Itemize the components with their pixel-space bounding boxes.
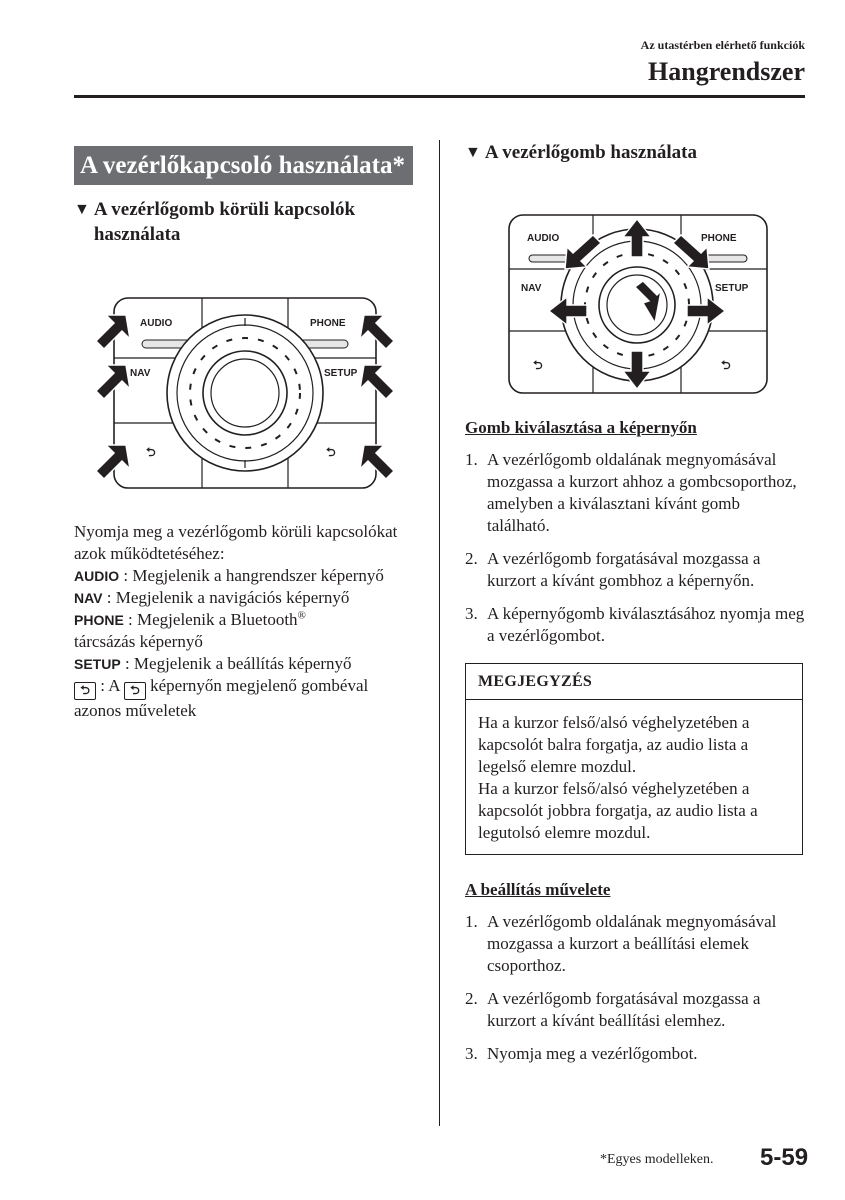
audio-line (74, 565, 414, 587)
knob-phone-label: PHONE (701, 233, 737, 244)
illus-back-left: ⮌ (146, 445, 156, 459)
note-box (465, 663, 803, 855)
setting-steps (465, 911, 805, 1065)
header-rule (74, 95, 805, 98)
left-column (74, 146, 414, 722)
setting-section (465, 879, 805, 1065)
illus-phone-label: PHONE (310, 318, 346, 329)
registered-mark: ® (297, 609, 306, 622)
column-divider (439, 140, 440, 1126)
illus-nav-label: NAV (130, 368, 151, 379)
back-desc-b: képernyőn megjelenő gombéval azonos műveletek (74, 676, 369, 720)
commander-knob-illustration (505, 211, 775, 397)
illus-back-right: ⮌ (326, 445, 336, 459)
knob-nav-label: NAV (521, 283, 542, 294)
back-desc-a: : A (100, 676, 120, 695)
note-body (466, 700, 802, 854)
phone-desc: : Megjelenik a Bluetooth (128, 610, 298, 629)
illus-setup-label: SETUP (324, 368, 358, 379)
section-title: A vezérlőkapcsoló használata* (74, 146, 413, 185)
triangle-down-icon: ▼ (74, 201, 90, 218)
header-title: Hangrendszer (648, 57, 805, 86)
left-body (74, 521, 414, 722)
list-item: 3. A képernyőgomb kiválasztásához nyomja meg a vezérlőgombot. (465, 604, 805, 645)
back-line (74, 675, 414, 722)
list-item: 1. A vezérlőgomb oldalának megnyomásával mozgassa a kurzort ahhoz a gombcsoporthoz, amelyben a kiválasztani kívánt gomb található. (465, 450, 797, 535)
back-icon: ⮌ (74, 682, 96, 700)
screen-select-section (465, 417, 805, 647)
footer-note: *Egyes modelleken. (600, 1152, 714, 1167)
setting-heading: A beállítás művelete (465, 880, 611, 899)
screen-select-steps (465, 449, 805, 647)
header-subtitle: Az utastérben elérhető funkciók (640, 38, 805, 52)
note-paragraph-2: Ha a kurzor felső/alsó véghelyzetében a kapcsolót jobbra forgatja, az audio lista a legutolsó elemre mozdul. (478, 779, 758, 842)
commander-knob-svg (505, 211, 775, 397)
knob-setup-label: SETUP (715, 283, 749, 294)
right-subhead (465, 140, 805, 165)
nav-key: NAV (74, 590, 103, 606)
commander-surround-illustration (74, 293, 414, 503)
setup-line (74, 653, 414, 675)
list-item: 3. Nyomja meg a vezérlőgombot. (465, 1044, 698, 1063)
list-item: 2. A vezérlőgomb forgatásával mozgassa a kurzort a kívánt gombhoz a képernyőn. (465, 549, 761, 590)
page-number: 5-59 (760, 1144, 809, 1171)
phone-line (74, 609, 414, 631)
left-subhead (74, 197, 414, 247)
knob-back-right: ⮌ (721, 358, 731, 372)
nav-desc: : Megjelenik a navigációs képernyő (106, 588, 350, 607)
phone-desc-2: tárcsázás képernyő (74, 632, 203, 651)
right-column (465, 140, 805, 1076)
intro-text: Nyomja meg a vezérlőgomb körüli kapcsolókat azok működtetéséhez: (74, 522, 398, 563)
note-title: MEGJEGYZÉS (466, 664, 802, 700)
note-paragraph-1: Ha a kurzor felső/alsó véghelyzetében a kapcsolót balra forgatja, az audio lista a legelső elemre mozdul. (478, 713, 750, 776)
commander-surround-svg (74, 293, 414, 503)
knob-audio-label: AUDIO (527, 233, 560, 244)
left-subhead-text: A vezérlőgomb körüli kapcsolók használata (93, 199, 356, 245)
list-item: 1. A vezérlőgomb oldalának megnyomásával mozgassa a kurzort a beállítási elemek csoporthoz. (465, 912, 777, 975)
audio-key: AUDIO (74, 568, 120, 584)
illus-audio-label: AUDIO (140, 318, 173, 329)
setup-desc: : Megjelenik a beállítás képernyő (124, 654, 352, 673)
right-subhead-text: A vezérlőgomb használata (484, 142, 697, 163)
nav-line (74, 587, 414, 609)
knob-back-left: ⮌ (533, 358, 543, 372)
list-item: 2. A vezérlőgomb forgatásával mozgassa a kurzort a kívánt beállítási elemhez. (465, 989, 761, 1030)
triangle-down-icon: ▼ (465, 144, 481, 161)
dial-center (211, 359, 279, 427)
screen-select-heading: Gomb kiválasztása a képernyőn (465, 418, 697, 437)
phone-key: PHONE (74, 612, 124, 628)
back-icon-inline: ⮌ (124, 682, 146, 700)
audio-desc: : Megjelenik a hangrendszer képernyő (123, 566, 384, 585)
setup-key: SETUP (74, 656, 121, 672)
